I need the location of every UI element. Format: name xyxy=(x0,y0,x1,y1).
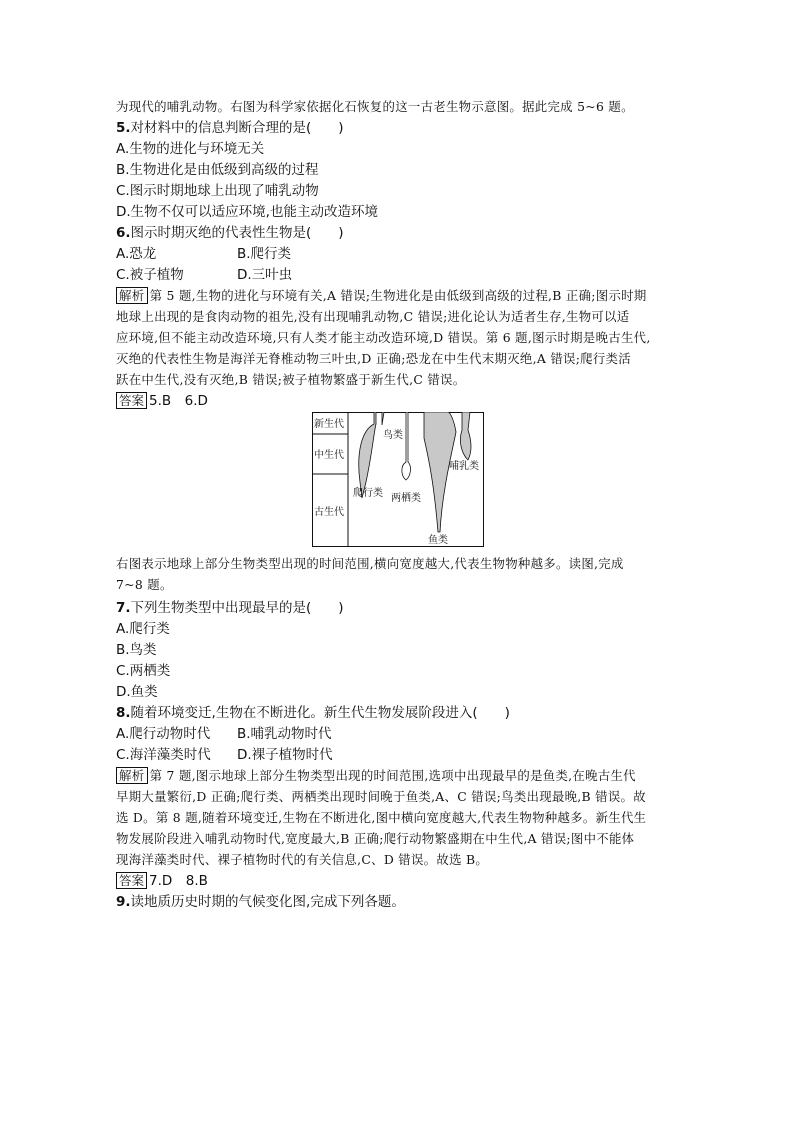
question-stem: 随着环境变迁,生物在不断进化。新生代生物发展阶段进入( ) xyxy=(130,705,510,721)
question-stem: 对材料中的信息判断合理的是( ) xyxy=(130,120,344,136)
question-number: 9. xyxy=(116,894,131,910)
organism-time-range-figure xyxy=(312,412,484,547)
option-7c: C.两栖类 xyxy=(116,663,171,679)
options-row-8-cd xyxy=(116,746,516,764)
options-row-6-ab xyxy=(116,245,516,263)
reptile-range-shape xyxy=(359,412,376,498)
question-8 xyxy=(116,704,510,722)
analysis-5-6-line-4: 灭绝的代表性生物是海洋无脊椎动物三叶虫,D 正确;恐龙在中生代末期灭绝,A 错误;爬行类活 xyxy=(116,351,631,366)
question-stem: 下列生物类型中出现最早的是( ) xyxy=(130,600,344,616)
question-9 xyxy=(116,893,405,911)
question-stem: 读地质历史时期的气候变化图,完成下列各题。 xyxy=(130,894,405,910)
answer-tag: 答案 xyxy=(116,392,147,409)
analysis-tag: 解析 xyxy=(116,767,148,784)
question-number: 7. xyxy=(116,600,131,616)
option-6c: C.被子植物 xyxy=(116,267,184,283)
intro-7-8-line-1: 右图表示地球上部分生物类型出现的时间范围,横向宽度越大,代表生物物种越多。读图,完成 xyxy=(116,556,624,571)
option-8d: D.裸子植物时代 xyxy=(237,747,333,763)
intro-continuation: 为现代的哺乳动物。右图为科学家依据化石恢复的这一古老生物示意图。据此完成 5~6 题。 xyxy=(116,99,634,114)
option-8a: A.爬行动物时代 xyxy=(116,726,211,742)
analysis-7-8-line-5: 现海洋藻类时代、裸子植物时代的有关信息,C、D 错误。故选 B。 xyxy=(116,852,489,867)
analysis-5-6-line-1: 解析 第 5 题,生物的进化与环境有关,A 错误;生物进化是由低级到高级的过程,B 正确;图示时期 xyxy=(116,287,647,305)
label-mammals: 哺乳类 xyxy=(449,461,479,472)
analysis-5-6-line-3: 应环境,但不能主动改造环境,只有人类才能主动改造环境,D 错误。第 6 题,图示时期是晚古生代, xyxy=(116,330,651,345)
answer-7-8 xyxy=(116,872,208,890)
label-birds: 鸟类 xyxy=(383,430,403,441)
question-number: 5. xyxy=(116,120,131,136)
question-stem: 图示时期灭绝的代表性生物是( ) xyxy=(130,225,344,241)
analysis-tag: 解析 xyxy=(116,287,148,304)
mammal-range-shape xyxy=(460,412,471,460)
option-6b: B.爬行类 xyxy=(237,246,292,262)
option-8c: C.海洋藻类时代 xyxy=(116,747,211,763)
answer-5-6 xyxy=(116,392,208,410)
intro-7-8-line-2: 7~8 题。 xyxy=(116,577,173,592)
analysis-7-8-line-1: 解析 第 7 题,图示地球上部分生物类型出现的时间范围,选项中出现最早的是鱼类,在晚古生代 xyxy=(116,767,636,785)
question-number: 8. xyxy=(116,705,131,721)
label-reptiles: 爬行类 xyxy=(353,488,383,499)
label-amphibians: 两栖类 xyxy=(391,493,421,504)
option-7d: D.鱼类 xyxy=(116,684,158,700)
option-5a: A.生物的进化与环境无关 xyxy=(116,141,265,157)
answer-text: 7.D 8.B xyxy=(149,873,208,889)
question-7 xyxy=(116,599,344,617)
option-5c: C.图示时期地球上出现了哺乳动物 xyxy=(116,183,319,199)
era-label-cenozoic: 新生代 xyxy=(314,419,344,430)
question-number: 6. xyxy=(116,225,131,241)
analysis-5-6-line-5: 跃在中生代,没有灭绝,B 错误;被子植物繁盛于新生代,C 错误。 xyxy=(116,372,466,387)
label-fishes: 鱼类 xyxy=(428,535,448,546)
analysis-5-6-line-2: 地球上出现的是食肉动物的祖先,没有出现哺乳动物,C 错误;进化论认为适者生存,生物可以适 xyxy=(116,309,630,324)
question-6 xyxy=(116,224,344,242)
option-5d: D.生物不仅可以适应环境,也能主动改造环境 xyxy=(116,204,378,220)
answer-tag: 答案 xyxy=(116,872,147,889)
option-7b: B.鸟类 xyxy=(116,642,157,658)
era-label-mesozoic: 中生代 xyxy=(314,450,344,461)
option-7a: A.爬行类 xyxy=(116,621,170,637)
options-row-6-cd xyxy=(116,266,516,284)
option-6a: A.恐龙 xyxy=(116,246,157,262)
fish-range-shape xyxy=(424,412,456,532)
analysis-7-8-line-4: 物发展阶段进入哺乳动物时代,宽度最大,B 正确;爬行动物繁盛期在中生代,A 错误;图中不能体 xyxy=(116,831,635,846)
bird-range-shape xyxy=(382,412,384,425)
amphibian-range-shape xyxy=(402,412,411,480)
options-row-8-ab xyxy=(116,725,516,743)
option-6d: D.三叶虫 xyxy=(237,267,293,283)
option-5b: B.生物进化是由低级到高级的过程 xyxy=(116,162,319,178)
option-8b: B.哺乳动物时代 xyxy=(237,726,332,742)
analysis-7-8-line-2: 早期大量繁衍,D 正确;爬行类、两栖类出现时间晚于鱼类,A、C 错误;鸟类出现最晚,B 错误。故 xyxy=(116,789,646,804)
analysis-7-8-line-3: 选 D。第 8 题,随着环境变迁,生物在不断进化,图中横向宽度越大,代表生物物种越多。新生代生 xyxy=(116,810,647,825)
answer-text: 5.B 6.D xyxy=(149,393,208,409)
era-label-paleozoic: 古生代 xyxy=(314,507,344,518)
question-5 xyxy=(116,119,344,137)
